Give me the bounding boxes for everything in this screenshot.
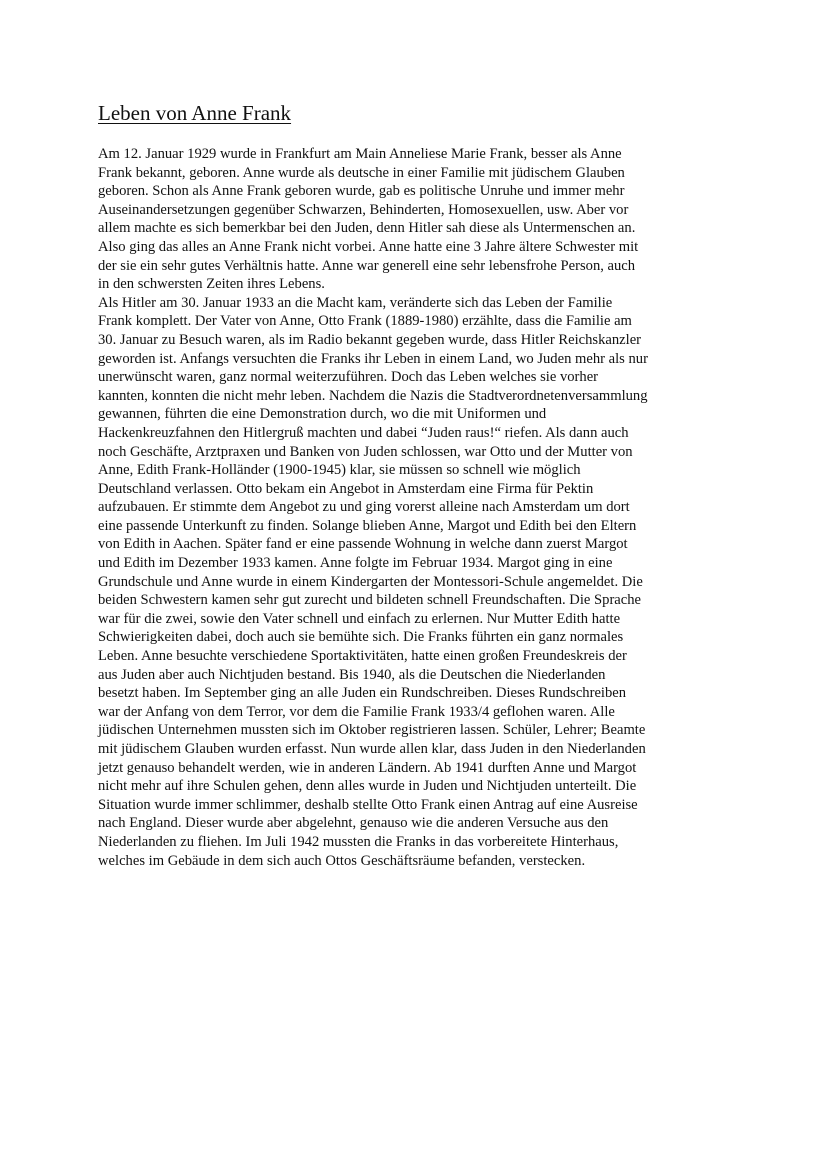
text-line: Schwierigkeiten dabei, doch auch sie bemühte sich. Die Franks führten ein ganz normales [98, 629, 624, 646]
text-line: Situation wurde immer schlimmer, deshalb stellte Otto Frank einen Antrag auf eine Ausreise [98, 796, 638, 813]
text-line: Deutschland verlassen. Otto bekam ein Angebot in Amsterdam eine Firma für Pektin [98, 480, 594, 497]
text-line: gewannen, führten die eine Demonstration durch, wo die mit Uniformen und [98, 406, 547, 423]
text-line: jetzt genauso behandelt werden, wie in anderen Ländern. Ab 1941 durften Anne und Margot [98, 759, 637, 776]
text-line: war für die zwei, sowie den Vater schnell und einfach zu erlernen. Nur Mutter Edith hatte [98, 610, 621, 627]
text-line: geboren. Schon als Anne Frank geboren wurde, gab es politische Unruhe und immer mehr [98, 183, 625, 200]
text-line: Frank bekannt, geboren. Anne wurde als deutsche in einer Familie mit jüdischem Glauben [98, 164, 625, 181]
text-line: Niederlanden zu fliehen. Im Juli 1942 mussten die Franks in das vorbereitete Hinterhaus, [98, 833, 619, 850]
text-line: Anne, Edith Frank-Holländer (1900-1945) klar, sie müssen so schnell wie möglich [98, 462, 581, 479]
document-title: Leben von Anne Frank [98, 101, 292, 125]
text-line: aufzubauen. Er stimmte dem Angebot zu und ging vorerst alleine nach Amsterdam um dort [98, 499, 630, 516]
text-line: 30. Januar zu Besuch waren, als im Radio bekannt gegeben wurde, dass Hitler Reichskanzler [98, 331, 642, 348]
text-line: der sie ein sehr gutes Verhältnis hatte. Anne war generell eine sehr lebensfrohe Person, auch [98, 257, 636, 274]
paragraph-birth [98, 145, 738, 294]
text-line: welches im Gebäude in dem sich auch Ottos Geschäftsräume befanden, verstecken. [98, 852, 586, 869]
text-line: unerwünscht waren, ganz normal weiterzuführen. Doch das Leben welches sie vorher [98, 369, 599, 386]
text-line: beiden Schwestern kamen sehr gut zurecht und bildeten schnell Freundschaften. Die Sprache [98, 592, 642, 609]
text-line: Hackenkreuzfahnen den Hitlergruß machten und dabei “Juden raus!“ riefen. Als dann auch [98, 424, 629, 441]
text-line: nach England. Dieser wurde aber abgelehnt, genauso wie die anderen Versuche aus den [98, 815, 609, 832]
text-line: Am 12. Januar 1929 wurde in Frankfurt am Main Anneliese Marie Frank, besser als Anne [98, 146, 622, 162]
text-line: Leben. Anne besuchte verschiedene Sportaktivitäten, hatte einen großen Freundeskreis der [98, 648, 627, 665]
text-line: noch Geschäfte, Arztpraxen und Banken von Juden schlossen, war Otto und der Mutter von [98, 443, 633, 460]
paragraph-emigration [98, 294, 738, 870]
text-line: Also ging das alles an Anne Frank nicht vorbei. Anne hatte eine 3 Jahre ältere Schwester mit [98, 238, 639, 255]
text-line: aus Juden aber auch Nichtjuden bestand. Bis 1940, als die Deutschen die Niederlanden [98, 666, 606, 683]
text-line: jüdischen Unternehmen mussten sich im Oktober registrieren lassen. Schüler, Lehrer; Beamte [98, 722, 646, 739]
text-line: in den schwersten Zeiten ihres Lebens. [98, 276, 325, 293]
text-line: geworden ist. Anfangs versuchten die Franks ihr Leben in einem Land, wo Juden mehr als nur [98, 350, 648, 367]
text-line: war der Anfang von dem Terror, vor dem die Familie Frank 1933/4 geflohen waren. Alle [98, 703, 615, 720]
text-line: Frank komplett. Der Vater von Anne, Otto Frank (1889-1980) erzählte, dass die Familie am [98, 313, 632, 330]
document-body [98, 145, 738, 870]
text-line: Grundschule und Anne wurde in einem Kindergarten der Montessori-Schule angemeldet. Die [98, 573, 643, 590]
text-line: und Edith im Dezember 1933 kamen. Anne folgte im Februar 1934. Margot ging in eine [98, 555, 613, 572]
text-line: Auseinandersetzungen gegenüber Schwarzen, Behinderten, Homosexuellen, usw. Aber vor [98, 201, 629, 218]
text-line: nicht mehr auf ihre Schulen gehen, denn alles wurde in Juden und Nichtjuden unterteilt. Die [98, 778, 637, 795]
text-line: allem machte es sich bemerkbar bei den Juden, denn Hitler sah diese als Untermenschen an. [98, 220, 636, 237]
text-line: Als Hitler am 30. Januar 1933 an die Macht kam, veränderte sich das Leben der Familie [98, 294, 613, 311]
text-line: kannten, konnten die nicht mehr leben. Nachdem die Nazis die Stadtverordnetenversammlung [98, 387, 648, 404]
text-line: mit jüdischem Glauben wurden erfasst. Nun wurde allen klar, dass Juden in den Niederlanden [98, 741, 646, 757]
text-line: eine passende Unterkunft zu finden. Solange blieben Anne, Margot und Edith bei den Eltern [98, 517, 637, 534]
text-line: von Edith in Aachen. Später fand er eine passende Wohnung in welche dann zuerst Margot [98, 536, 628, 553]
text-line: besetzt haben. Im September ging an alle Juden ein Rundschreiben. Dieses Rundschreiben [98, 685, 627, 702]
